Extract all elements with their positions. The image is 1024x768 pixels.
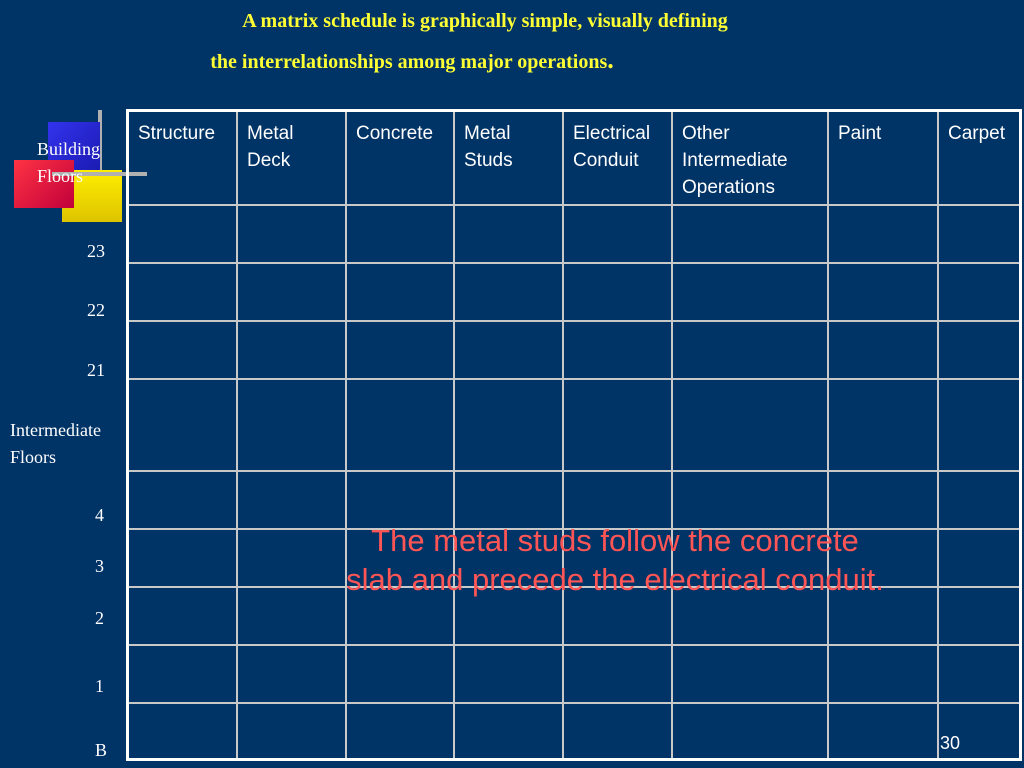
floor-label-21: 21 — [87, 360, 105, 380]
column-header-structure: Structure — [138, 123, 216, 144]
column-header-other-intermediate-operations: Other Intermediate Operations — [682, 123, 788, 198]
grid-row-line — [129, 262, 1019, 264]
column-header-concrete: Concrete — [356, 123, 434, 144]
slide-title-period: . — [607, 45, 614, 74]
column-header-paint: Paint — [838, 123, 882, 144]
floor-label-23: 23 — [87, 241, 105, 261]
callout-note-line-2: slab and precede the electrical conduit. — [346, 562, 884, 597]
grid-column-line — [827, 112, 829, 758]
callout-note — [300, 521, 930, 599]
grid-column-line — [671, 112, 673, 758]
slide-title-line-2 — [0, 45, 924, 74]
grid-row-line — [129, 644, 1019, 646]
column-header-carpet: Carpet — [948, 123, 1006, 144]
grid-row-line — [129, 204, 1019, 206]
slide-title-line-2-text: the interrelationships among major operations — [210, 51, 608, 73]
grid-column-line — [937, 112, 939, 758]
building-floors-label-line-2: Floors — [37, 166, 84, 186]
grid-row-line — [129, 320, 1019, 322]
floor-label-22: 22 — [87, 300, 105, 320]
page-number: 30 — [940, 733, 961, 753]
floor-label-4: 4 — [95, 505, 104, 525]
grid-column-line — [562, 112, 564, 758]
floor-label-basement: B — [95, 740, 108, 760]
grid-row-line — [129, 470, 1019, 472]
floor-label-2: 2 — [95, 608, 104, 628]
floor-label-1: 1 — [95, 676, 104, 696]
matrix-schedule-grid — [126, 109, 1022, 761]
grid-row-line — [129, 378, 1019, 380]
grid-column-line — [453, 112, 455, 758]
column-header-metal-studs: Metal Studs — [464, 123, 513, 171]
building-floors-label-line-1: Building — [37, 139, 101, 159]
grid-row-line — [129, 702, 1019, 704]
grid-column-line — [345, 112, 347, 758]
slide-title-line-1: A matrix schedule is graphically simple, visually defining — [242, 10, 728, 32]
floor-label-intermediate: Intermediate Floors — [10, 420, 101, 467]
column-header-metal-deck: Metal Deck — [247, 123, 294, 171]
grid-column-line — [236, 112, 238, 758]
column-header-electrical-conduit: Electrical Conduit — [573, 123, 651, 171]
floor-label-3: 3 — [95, 556, 104, 576]
building-floors-label — [37, 136, 100, 190]
callout-note-line-1: The metal studs follow the concrete — [371, 523, 859, 558]
